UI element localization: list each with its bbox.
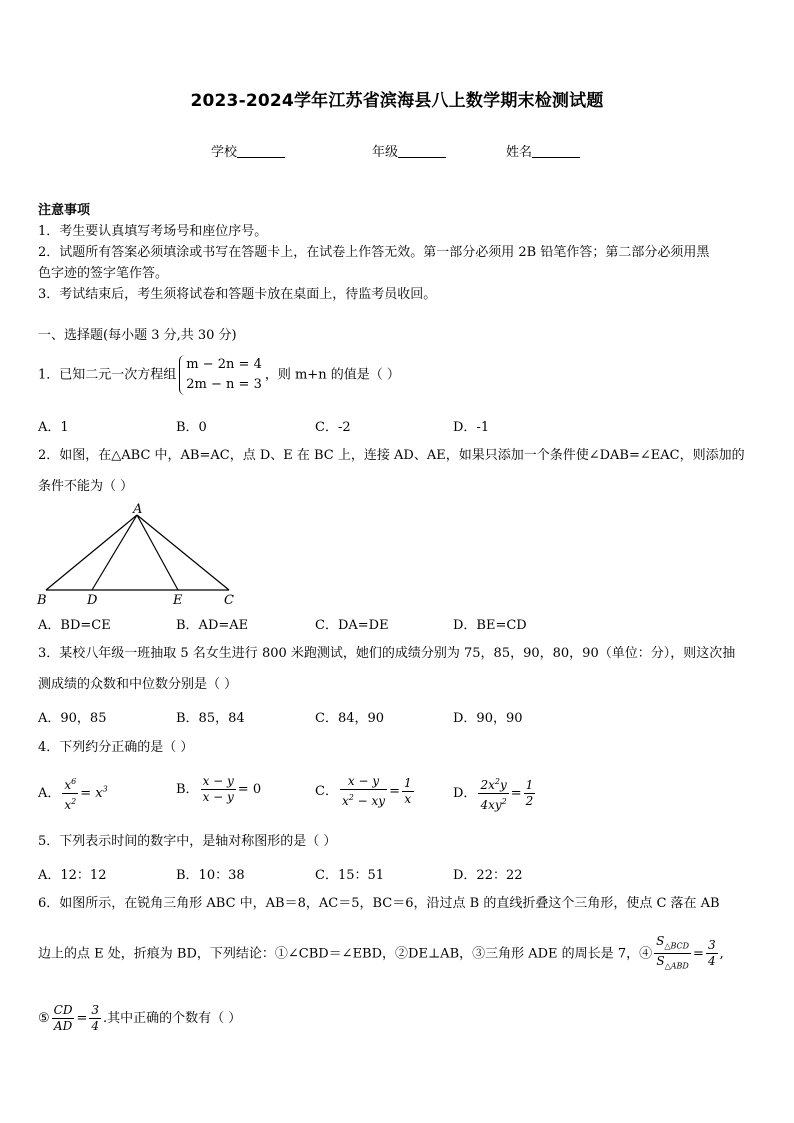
q4-option-b-label: B． — [176, 782, 199, 797]
q1-option-c: C．-2 — [315, 420, 351, 435]
grade-field — [372, 141, 446, 160]
q4-option-b: B． $\frac{x - y}{x - y}$ = 0 — [176, 774, 262, 804]
q4-option-c: C． $\frac{x - y}{x^2 - xy}$ = $\frac{1}{x}$ — [315, 774, 412, 808]
q5-option-a: A．12：12 — [38, 868, 107, 883]
q2-line-2: 条件不能为（ ） — [38, 479, 134, 494]
q2-option-a: A．BD=CE — [38, 618, 111, 633]
q5-option-d: D．22：22 — [453, 868, 523, 883]
q4-a-fraction: $\frac{x^6}{x^2}$ — [62, 774, 78, 813]
label-b: B — [37, 593, 47, 608]
q1-option-b: B．0 — [176, 420, 207, 435]
q1-eq2: 2m − n = 3 — [186, 377, 262, 392]
q6-line-2: 边上的点 E 处，折痕为 BD，下列结论：①∠CBD＝∠EBD，②DE⊥AB，③三角形 ADE 的周长是 7，④ $\frac{S_{\triangle BCD}}{S_{\triangle ABD}}$ = $\frac{3}{4}$ , — [38, 934, 724, 974]
q6-line-3-suffix: .其中正确的个数有（ ） — [103, 1011, 242, 1026]
name-blank — [532, 145, 580, 158]
q4-option-d: D． $\frac{2x^2y}{4xy^2}$ = $\frac{1}{2}$ — [453, 774, 537, 813]
q2-option-d: D．BE=CD — [453, 618, 527, 633]
question-1 — [38, 355, 400, 395]
segment-ab — [46, 515, 137, 590]
school-blank — [237, 145, 285, 158]
q3-option-b: B．85，84 — [176, 711, 245, 726]
q4-option-a-label: A． — [38, 786, 61, 801]
q4-c-fraction-left: $\frac{x - y}{x^2 - xy}$ — [341, 774, 386, 808]
notice-item-1: 1．考生要认真填写考场号和座位序号。 — [38, 224, 268, 239]
label-e: E — [173, 593, 183, 608]
label-c: C — [224, 593, 234, 608]
section-heading: 一、选择题(每小题 3 分,共 30 分) — [38, 328, 237, 343]
q4-d-fraction-left: $\frac{2x^2y}{4xy^2}$ — [478, 774, 508, 813]
q6-line-2-text: 边上的点 E 处，折痕为 BD，下列结论：①∠CBD＝∠EBD，②DE⊥AB，③三角形 ADE 的周长是 7，④ — [38, 946, 653, 962]
notice-item-3: 3．考试结束后，考生须将试卷和答题卡放在桌面上，待监考员收回。 — [38, 287, 437, 302]
q5-stem: 5．下列表示时间的数字中，是轴对称图形的是（ ） — [38, 834, 337, 849]
notice-item-2: 2．试题所有答案必须填涂或书写在答题卡上，在试卷上作答无效。第一部分必须用 2B 铅笔作答；第二部分必须用黑 — [38, 245, 710, 260]
segment-ac — [137, 515, 229, 590]
notice-item-2-cont: 色字迹的签字笔作答。 — [38, 266, 169, 281]
segment-ad — [92, 515, 137, 590]
q3-option-a: A．90，85 — [38, 711, 107, 726]
q6-line-3-prefix: ⑤ — [38, 1011, 50, 1026]
label-a: A — [133, 502, 143, 517]
grade-blank — [398, 145, 446, 158]
q2-line-1: 2．如图，在△ABC 中，AB=AC，点 D、E 在 BC 上，连接 AD、AE，如果只添加一个条件使∠DAB=∠EAC，则添加的 — [38, 448, 745, 463]
school-label: 学校 — [211, 145, 238, 160]
q1-option-d: D．-1 — [453, 420, 490, 435]
q6-area-value: $\frac{3}{4}$ — [707, 938, 716, 969]
q5-option-b: B．10：38 — [176, 868, 245, 883]
q3-line-1: 3．某校八年级一班抽取 5 名女生进行 800 米跑测试，她们的成绩分别为 75，85，90，80，90（单位：分），则这次抽 — [38, 646, 736, 661]
q6-line-1: 6．如图所示，在锐角三角形 ABC 中，AB＝8，AC＝5，BC＝6，沿过点 B 的直线折叠这个三角形，使点 C 落在 AB — [38, 896, 720, 911]
q4-option-d-label: D． — [453, 786, 477, 801]
page-title: 2023-2024学年江苏省滨海县八上数学期末检测试题 — [190, 91, 604, 111]
notice-heading: 注意事项 — [38, 203, 91, 218]
q1-suffix: ，则 m+n 的值是（ ） — [264, 367, 400, 383]
q1-prefix: 1．已知二元一次方程组 — [38, 367, 177, 383]
q3-option-c: C．84，90 — [315, 711, 385, 726]
q4-option-a: A． $\frac{x^6}{x^2}$ = $x^3$ — [38, 774, 108, 813]
q5-option-c: C．15：51 — [315, 868, 385, 883]
q4-option-c-label: C． — [315, 784, 338, 799]
q4-stem: 4．下列约分正确的是（ ） — [38, 740, 194, 755]
q6-segment-ratio: $\frac{CD}{AD}$ — [53, 1003, 73, 1033]
label-d: D — [87, 593, 98, 608]
q4-d-fraction-right: $\frac{1}{2}$ — [525, 778, 534, 808]
q2-option-b: B．AD=AE — [176, 618, 249, 633]
school-field — [211, 141, 285, 160]
q1-option-a: A．1 — [38, 420, 69, 435]
q6-area-ratio: $\frac{S_{\triangle BCD}}{S_{\triangle ABD}}$ — [656, 934, 690, 971]
segment-ae — [137, 515, 178, 590]
q6-segment-value: $\frac{3}{4}$ — [91, 1003, 100, 1033]
triangle-figure — [30, 500, 250, 610]
q6-line-3: ⑤ $\frac{CD}{AD}$ = $\frac{3}{4}$ .其中正确的个数有（ ） — [38, 1003, 242, 1033]
q4-c-fraction-right: $\frac{1}{x}$ — [403, 776, 412, 806]
q3-option-d: D．90，90 — [453, 711, 523, 726]
q3-line-2: 测成绩的众数和中位数分别是（ ） — [38, 677, 238, 692]
equation-system — [179, 355, 262, 395]
name-field — [506, 141, 580, 160]
name-label: 姓名 — [506, 145, 533, 160]
q4-b-fraction: $\frac{x - y}{x - y}$ — [202, 774, 234, 804]
q2-option-c: C．DA=DE — [315, 618, 389, 633]
grade-label: 年级 — [372, 145, 399, 160]
q1-eq1: m − 2n = 4 — [186, 357, 262, 372]
